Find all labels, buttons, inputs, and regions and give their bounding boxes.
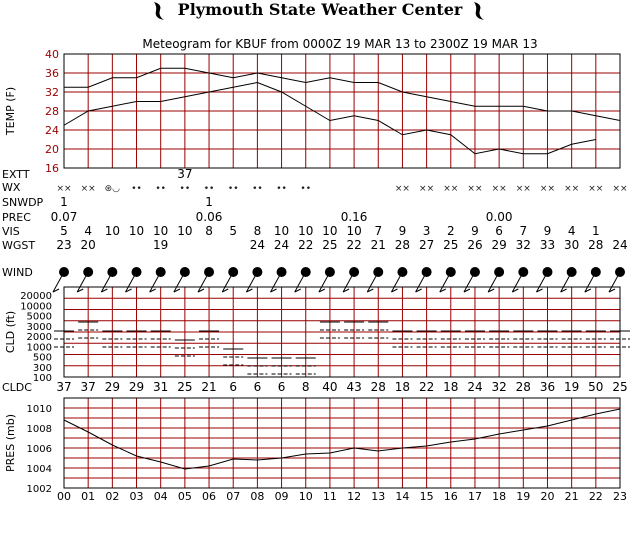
cloud-tick-label: 5000	[26, 311, 52, 323]
row-value-vis: 10	[128, 224, 145, 238]
row-value-wgst: 24	[249, 238, 266, 252]
row-value-cldc: 37	[56, 380, 72, 394]
row-value-cldc: 43	[346, 380, 362, 394]
temp-tick-label: 24	[45, 124, 59, 137]
row-value-wgst: 22	[346, 238, 362, 252]
wind-station-dot	[301, 267, 311, 277]
wind-station-dot	[204, 267, 214, 277]
row-value-wx: ••	[155, 184, 167, 194]
row-value-wx: ××	[539, 184, 556, 194]
hour-tick-label: 08	[250, 490, 265, 503]
pressure-grid	[64, 398, 620, 488]
hour-tick-label: 12	[347, 490, 362, 503]
row-value-vis: 1	[592, 224, 600, 238]
row-value-cldc: 36	[539, 380, 556, 394]
row-value-cldc: 29	[104, 380, 120, 394]
hour-tick-label: 20	[540, 490, 555, 503]
row-value-wgst: 32	[515, 238, 531, 252]
row-value-prec: 0.07	[50, 210, 78, 224]
row-value-cldc: 28	[515, 380, 531, 394]
panel-border	[64, 398, 620, 488]
wind-station-dot	[349, 267, 359, 277]
hour-tick-label: 23	[613, 490, 627, 503]
row-value-cldc: 40	[322, 380, 338, 394]
pressure-tick-label: 1002	[26, 484, 52, 495]
cloud-tick-label: 20000	[20, 291, 52, 302]
hour-tick-label: 22	[588, 490, 603, 503]
wind-station-dot	[422, 267, 432, 277]
wind-station-dot	[228, 267, 238, 277]
pressure-tick-label: 1006	[26, 444, 52, 455]
row-value-vis: 7	[374, 224, 383, 238]
cloud-grid	[64, 287, 620, 377]
wind-station-dot	[325, 267, 335, 277]
row-value-vis: 6	[495, 224, 503, 238]
row-value-vis: 4	[84, 224, 92, 238]
cloud-axis-label: CLD (ft)	[4, 310, 17, 354]
row-value-wgst: 33	[539, 238, 556, 252]
row-value-cldc: 18	[443, 380, 459, 394]
row-value-vis: 10	[346, 224, 362, 238]
header-title: Plymouth State Weather Center	[177, 0, 463, 19]
row-value-wgst: 24	[612, 238, 628, 252]
row-value-cldc: 25	[612, 380, 628, 394]
hour-tick-label: 15	[419, 490, 434, 503]
row-value-wgst: 29	[491, 238, 507, 252]
hour-tick-label: 16	[443, 490, 458, 503]
row-value-prec: 0.16	[340, 210, 368, 224]
row-value-wx: ••	[300, 184, 312, 194]
row-value-snwdp: 1	[60, 195, 68, 209]
row-value-cldc: 6	[253, 380, 262, 394]
chart-title: Meteogram for KBUF from 0000Z 19 MAR 13 to 2300Z 19 MAR 13	[142, 37, 538, 51]
row-value-cldc: 37	[80, 380, 96, 394]
temp-tick-label: 20	[45, 143, 59, 156]
row-value-vis: 5	[60, 224, 68, 238]
hour-tick-label: 02	[105, 490, 120, 503]
hour-tick-label: 21	[564, 490, 579, 503]
temp-tick-label: 40	[45, 48, 59, 61]
row-value-wgst: 19	[153, 238, 169, 252]
row-value-wx: ××	[612, 184, 628, 194]
row-value-vis: 10	[177, 224, 193, 238]
row-value-cldc: 25	[177, 380, 193, 394]
wind-station-dot	[156, 267, 166, 277]
row-value-cldc: 8	[301, 380, 310, 394]
row-value-cldc: 18	[394, 380, 411, 394]
hour-tick-label: 19	[516, 490, 531, 503]
row-value-vis: 8	[253, 224, 262, 238]
row-value-wgst: 24	[273, 238, 290, 252]
hour-tick-label: 07	[226, 490, 241, 503]
row-value-vis: 10	[322, 224, 338, 238]
hour-tick-label: 04	[153, 490, 168, 503]
row-value-vis: 2	[446, 224, 455, 238]
wind-station-dot	[470, 267, 480, 277]
row-value-wx: ××	[588, 184, 604, 194]
row-value-cldc: 21	[201, 380, 217, 394]
row-value-cldc: 6	[277, 380, 286, 394]
row-value-wgst: 25	[443, 238, 459, 252]
hour-tick-label: 13	[371, 490, 386, 503]
wind-station-dot	[107, 267, 117, 277]
row-value-wgst: 27	[418, 238, 435, 252]
wind-station-dot	[252, 267, 262, 277]
wind-station-dot	[180, 267, 190, 277]
row-label-cldc: CLDC	[2, 381, 32, 394]
temp-tick-label: 28	[45, 105, 59, 118]
row-label-wgst: WGST	[2, 239, 36, 252]
row-value-wgst: 20	[80, 238, 96, 252]
wind-station-dot	[277, 267, 287, 277]
row-value-vis: 3	[422, 224, 431, 238]
row-label-wx: WX	[2, 181, 21, 194]
cloud-tick-label: 10000	[20, 301, 52, 313]
row-value-cldc: 22	[418, 380, 435, 394]
row-label-extt: EXTT	[2, 168, 30, 181]
row-label-snwdp: SNWDP	[2, 196, 44, 209]
row-value-extt: 37	[177, 167, 193, 181]
row-value-wx: ⊛◡	[104, 184, 121, 194]
row-value-wgst: 26	[467, 238, 483, 252]
cloud-tick-label: 2000	[26, 332, 52, 343]
wind-station-dot	[494, 267, 504, 277]
row-label-prec: PREC	[2, 211, 31, 224]
wind-station-dot	[397, 267, 407, 277]
row-value-wgst: 22	[298, 238, 314, 252]
pressure-tick-label: 1010	[26, 404, 52, 415]
row-value-prec: 0.06	[195, 210, 223, 224]
hour-tick-label: 17	[467, 490, 482, 503]
hour-tick-label: 11	[322, 490, 337, 503]
row-value-wx: ××	[491, 184, 507, 194]
row-value-vis: 10	[298, 224, 314, 238]
row-value-vis: 9	[471, 224, 479, 238]
pressure-axis-label: PRES (mb)	[4, 414, 17, 472]
row-value-vis: 9	[543, 224, 552, 238]
row-value-wx: ••	[179, 184, 191, 194]
row-value-vis: 7	[519, 224, 528, 238]
cloud-tick-label: 3000	[26, 321, 52, 333]
row-value-wx: ××	[467, 184, 483, 194]
wind-station-dot	[132, 267, 142, 277]
row-value-prec: 0.00	[485, 210, 513, 224]
row-value-wx: ••	[131, 184, 142, 194]
row-value-wgst: 28	[394, 238, 411, 252]
wind-station-dot	[591, 267, 601, 277]
row-value-wx: ••	[276, 184, 287, 194]
row-label-wind: WIND	[2, 266, 33, 279]
row-value-vis: 10	[104, 224, 120, 238]
row-value-cldc: 28	[370, 380, 386, 394]
row-value-wx: ••	[203, 184, 215, 194]
hour-tick-label: 05	[177, 490, 192, 503]
row-value-cldc: 24	[467, 380, 483, 394]
wind-station-dot	[518, 267, 528, 277]
row-value-wx: ××	[564, 184, 580, 194]
row-value-wgst: 28	[588, 238, 604, 252]
wind-station-dot	[83, 267, 93, 277]
hour-tick-label: 09	[274, 490, 289, 503]
hour-tick-label: 18	[492, 490, 507, 503]
hour-tick-label: 00	[57, 490, 71, 503]
row-label-vis: VIS	[2, 225, 20, 238]
hour-tick-label: 14	[395, 490, 410, 503]
cloud-tick-label: 300	[32, 362, 52, 374]
temp-tick-label: 16	[45, 162, 59, 175]
row-value-wgst: 25	[322, 238, 338, 252]
row-value-cldc: 6	[229, 380, 238, 394]
cloud-tick-label: 100	[32, 373, 52, 384]
wind-barbs	[53, 267, 625, 292]
row-value-wgst: 23	[56, 238, 72, 252]
hour-tick-label: 10	[298, 490, 313, 503]
row-value-cldc: 32	[491, 380, 507, 394]
row-value-cldc: 19	[564, 380, 580, 394]
row-value-cldc: 50	[588, 380, 604, 394]
row-value-wgst: 30	[564, 238, 580, 252]
temp-tick-label: 32	[45, 86, 59, 99]
hour-tick-label: 06	[202, 490, 217, 503]
row-value-cldc: 29	[128, 380, 145, 394]
row-value-wx: ××	[56, 184, 72, 194]
row-value-vis: 9	[398, 224, 407, 238]
row-value-vis: 5	[229, 224, 238, 238]
cloud-tick-label: 500	[32, 352, 52, 364]
pressure-tick-label: 1008	[26, 424, 52, 435]
wind-station-dot	[373, 267, 383, 277]
row-value-wx: ••	[252, 184, 263, 194]
wind-station-dot	[567, 267, 577, 277]
temp-grid	[64, 54, 620, 168]
temperature-line	[64, 68, 620, 120]
pressure-tick-label: 1004	[26, 464, 52, 475]
row-value-wx: ××	[80, 184, 96, 194]
row-value-wx: ××	[394, 184, 410, 194]
wind-station-dot	[59, 267, 69, 277]
row-value-vis: 10	[153, 224, 169, 238]
temp-axis-label: TEMP (F)	[4, 86, 17, 136]
row-value-snwdp: 1	[205, 195, 213, 209]
row-value-vis: 8	[205, 224, 213, 238]
wind-station-dot	[542, 267, 552, 277]
wind-station-dot	[615, 267, 625, 277]
row-value-wgst: 21	[370, 238, 386, 252]
meteogram	[0, 24, 640, 552]
row-value-wx: ××	[419, 184, 435, 194]
row-value-vis: 10	[273, 224, 290, 238]
row-value-cldc: 31	[153, 380, 169, 394]
hour-tick-label: 01	[81, 490, 96, 503]
header-banner	[96, 0, 544, 22]
cloud-tick-label: 1000	[26, 342, 52, 354]
row-value-vis: 4	[567, 224, 576, 238]
row-value-wx: ××	[443, 184, 459, 194]
temp-tick-label: 36	[45, 67, 59, 80]
wind-station-dot	[446, 267, 456, 277]
hour-tick-label: 03	[129, 490, 144, 503]
row-value-wx: ××	[515, 184, 531, 194]
row-value-wx: ••	[227, 184, 239, 194]
